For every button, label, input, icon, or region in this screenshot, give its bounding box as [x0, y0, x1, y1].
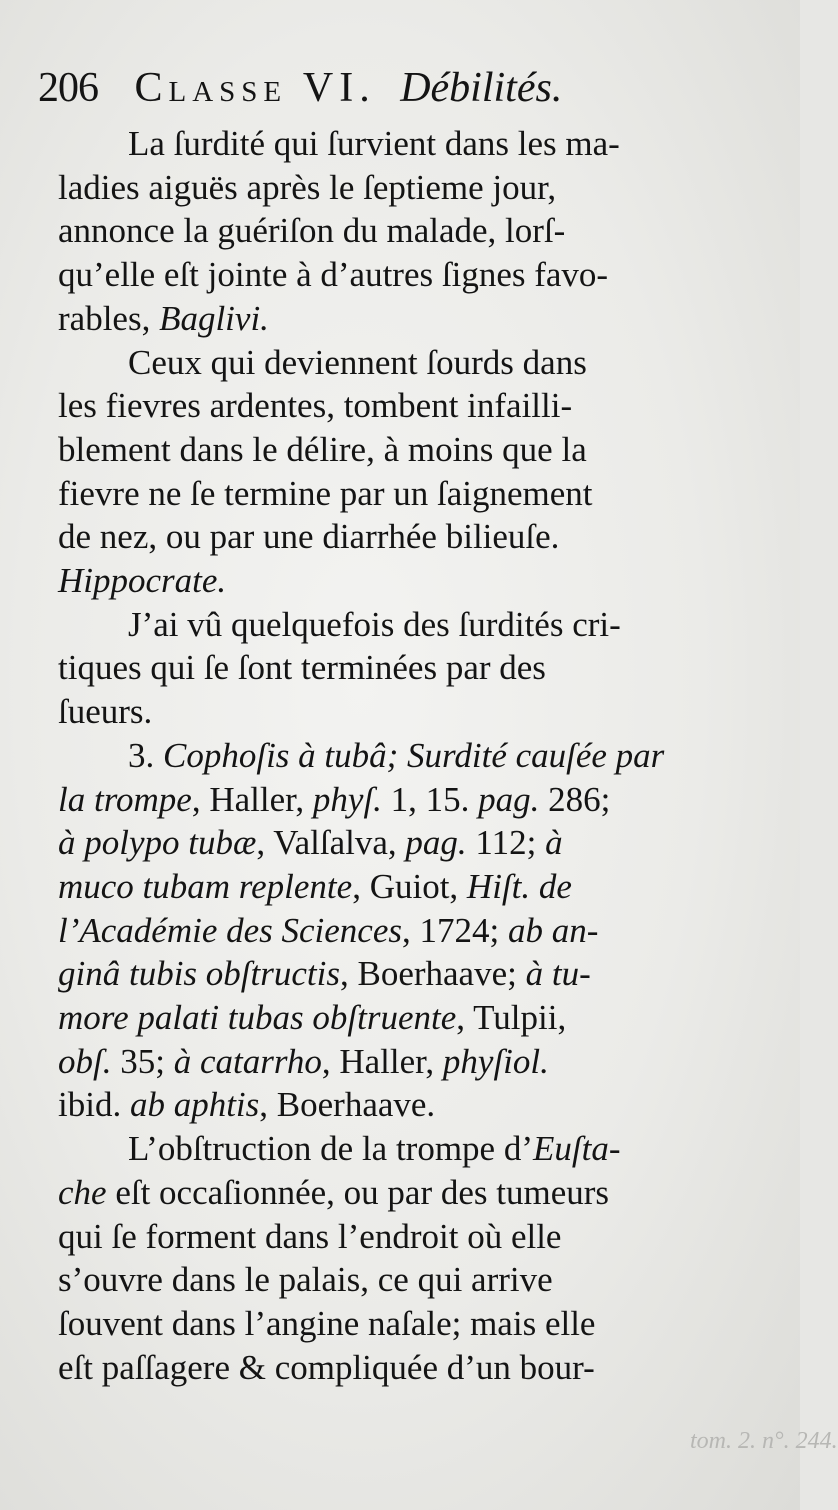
text-segment: , Tulpii, [456, 998, 567, 1037]
text-line [58, 1171, 734, 1215]
text-line [58, 952, 734, 996]
text-segment: , Valſalva, [256, 823, 406, 863]
header-section: Débilités. [400, 65, 563, 111]
italic-segment: l’Académie des Sciences [58, 910, 403, 950]
text-segment: ſueurs. [58, 692, 153, 732]
text-line [58, 865, 734, 909]
italic-segment: che [58, 1172, 107, 1212]
italic-segment: la trompe [58, 779, 192, 819]
text-segment: s’ouvre dans le palais, ce qui arrive [58, 1260, 553, 1300]
italic-segment: à tu- [525, 954, 591, 994]
text-line [58, 253, 734, 297]
italic-segment: à [545, 823, 563, 863]
italic-segment: à polypo tubæ [58, 823, 257, 863]
italic-segment: pag. [478, 779, 540, 819]
text-line [58, 1215, 734, 1259]
text-line [58, 1040, 734, 1084]
text-segment: rables, [58, 298, 160, 338]
italic-segment: à catarrho [173, 1041, 322, 1081]
text-segment: 35; [111, 1041, 174, 1081]
text-line [58, 909, 734, 953]
text-segment: tiques qui ſe ſont terminées par des [58, 648, 546, 688]
text-segment: 112; [466, 823, 546, 863]
text-segment: eſt occaſionnée, ou par des tumeurs [106, 1172, 610, 1212]
header-classe: Classe VI. [134, 65, 376, 111]
text-segment: , Haller, [191, 779, 313, 819]
text-segment: J’ai vû quelquefois des ſurdités cri- [58, 604, 621, 644]
text-segment: 3. [58, 735, 163, 775]
text-line [58, 166, 734, 210]
text-line [58, 341, 734, 385]
text-segment: eſt paſſagere & compliquée d’un bour- [58, 1347, 595, 1387]
italic-segment: Cophoſis à tubâ; Surdité cauſée par [163, 735, 665, 775]
italic-segment: Hiſt. de [466, 866, 572, 906]
text-segment: fievre ne ſe termine par un ſaignement [58, 473, 593, 513]
italic-segment: phyſ. [312, 779, 382, 819]
text-segment: qu’elle eſt jointe à d’autres ſignes favo- [58, 255, 609, 295]
text-segment: qui ſe forment dans l’endroit où elle [58, 1216, 562, 1256]
text-segment: ſouvent dans l’angine naſale; mais elle [58, 1303, 596, 1343]
text-segment: de nez, ou par une diarrhée bilieuſe. [58, 517, 560, 557]
text-line [58, 1302, 734, 1346]
text-segment: , Boerhaave. [259, 1085, 436, 1125]
text-line [58, 122, 734, 166]
text-line [58, 1127, 734, 1171]
italic-segment: Euſta- [533, 1129, 621, 1169]
text-line [58, 778, 734, 822]
text-segment: 1, 15. [381, 779, 479, 819]
text-segment: Ceux qui deviennent ſourds dans [58, 342, 587, 382]
text-segment: ladies aiguës après le ſeptieme jour, [58, 167, 557, 207]
text-segment: les fievres ardentes, tombent infailli- [58, 386, 573, 426]
italic-segment: Hippocrate. [58, 561, 227, 600]
text-line [58, 821, 734, 865]
text-segment: 286; [539, 779, 611, 819]
text-line [58, 603, 734, 647]
text-segment: L’obſtruction de la trompe d’ [58, 1129, 533, 1169]
text-segment: ibid. [58, 1085, 130, 1125]
text-line [58, 209, 734, 253]
italic-segment: obſ. [58, 1041, 112, 1081]
text-segment: La ſurdité qui ſurvient dans les ma- [58, 124, 620, 163]
italic-segment: pag. [405, 823, 467, 863]
text-line [58, 515, 734, 559]
italic-segment: more palati tubas obſtruente [58, 998, 457, 1037]
italic-segment: ab aphtis [129, 1085, 260, 1125]
text-line [58, 646, 734, 690]
text-line [58, 1258, 734, 1302]
text-line [58, 428, 734, 472]
italic-segment: ab an- [508, 910, 599, 950]
italic-segment: muco tubam replente [58, 866, 353, 906]
text-line [58, 734, 734, 778]
bleed-through-annotation: tom. 2. n°. 244. [690, 1428, 838, 1454]
text-line [58, 384, 734, 428]
italic-segment: ginâ tubis obſtructis [58, 954, 340, 994]
text-line [58, 1083, 734, 1127]
text-segment: blement dans le délire, à moins que la [58, 429, 587, 469]
text-segment: , Haller, [321, 1041, 443, 1081]
text-line [58, 559, 734, 603]
text-segment: , Boerhaave; [339, 954, 526, 994]
text-segment: , 1724; [402, 910, 508, 950]
text-segment: annonce la guériſon du malade, lorſ- [58, 211, 566, 251]
page-number: 206 [38, 65, 98, 111]
italic-segment: phyſiol. [442, 1041, 549, 1081]
text-segment: , Guiot, [352, 866, 467, 906]
text-line [58, 297, 734, 341]
text-line [58, 996, 734, 1040]
text-line [58, 690, 734, 734]
italic-segment: Baglivi. [159, 298, 269, 338]
running-header [38, 60, 758, 116]
text-line [58, 472, 734, 516]
text-line [58, 1346, 734, 1390]
